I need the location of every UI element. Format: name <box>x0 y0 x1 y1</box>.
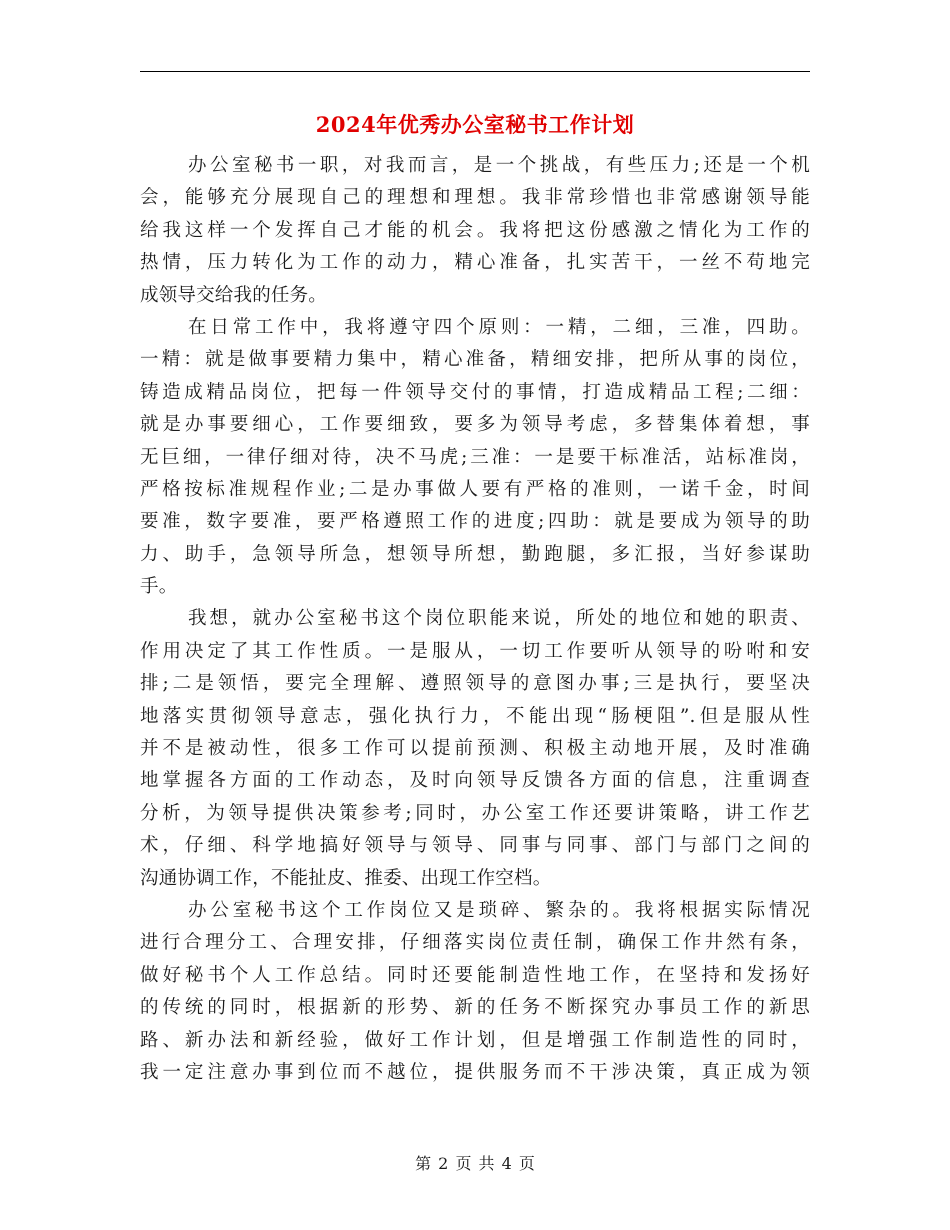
text-line: 分析，为领导提供决策参考;同时，办公室工作还要讲策略，讲工作艺 <box>140 802 810 824</box>
text-line: 手。 <box>140 576 178 598</box>
document-title: 2024年优秀办公室秘书工作计划 <box>315 112 635 137</box>
paragraph <box>140 312 810 604</box>
paragraph <box>140 603 810 895</box>
text-line: 无巨细，一律仔细对待，决不马虎;三准：一是要干标准活，站标准岗， <box>140 446 810 468</box>
text-line: 术，仔细、科学地搞好领导与领导、同事与同事、部门与部门之间的 <box>140 835 810 857</box>
text-line: 给我这样一个发挥自己才能的机会。我将把这份感激之情化为工作的 <box>140 219 810 241</box>
text-line: 严格按标准规程作业;二是办事做人要有严格的准则，一诺千金，时间 <box>140 478 810 500</box>
text-line: 地落实贯彻领导意志，强化执行力，不能出现“肠梗阻”.但是服从性 <box>140 705 810 727</box>
text-line: 沟通协调工作，不能扯皮、推委、出现工作空档。 <box>140 867 552 889</box>
text-line: 并不是被动性，很多工作可以提前预测、积极主动地开展，及时准确 <box>140 738 810 760</box>
text-line: 做好秘书个人工作总结。同时还要能制造性地工作，在坚持和发扬好 <box>140 964 810 986</box>
page-footer: 第 2 页 共 4 页 <box>415 1154 535 1173</box>
text-line: 就是办事要细心，工作要细致，要多为领导考虑，多替集体着想，事 <box>140 414 810 436</box>
text-line: 力、助手，急领导所急，想领导所想，勤跑腿，多汇报，当好参谋助 <box>140 543 810 565</box>
text-line: 的传统的同时，根据新的形势、新的任务不断探究办事员工作的新思 <box>140 997 810 1019</box>
text-line: 办公室秘书这个工作岗位又是琐碎、繁杂的。我将根据实际情况 <box>188 899 810 921</box>
text-line: 一精：就是做事要精力集中，精心准备，精细安排，把所从事的岗位， <box>140 349 810 371</box>
document-body <box>140 150 810 1089</box>
text-line: 进行合理分工、合理安排，仔细落实岗位责任制，确保工作井然有条， <box>140 932 810 954</box>
text-line: 在日常工作中，我将遵守四个原则：一精，二细，三准，四助。 <box>188 316 810 338</box>
text-line: 办公室秘书一职，对我而言，是一个挑战，有些压力;还是一个机 <box>188 155 810 176</box>
text-line: 要准，数字要准，要严格遵照工作的进度;四助：就是要成为领导的助 <box>140 511 810 533</box>
text-line: 路、新办法和新经验，做好工作计划，但是增强工作制造性的同时， <box>140 1029 810 1051</box>
text-line: 我想，就办公室秘书这个岗位职能来说，所处的地位和她的职责、 <box>188 608 810 630</box>
paragraph <box>140 150 810 312</box>
text-line: 铸造成精品岗位，把每一件领导交付的事情，打造成精品工程;二细： <box>140 381 810 403</box>
paragraph <box>140 895 810 1089</box>
text-line: 排;二是领悟，要完全理解、遵照领导的意图办事;三是执行，要坚决 <box>140 673 810 695</box>
text-line: 热情，压力转化为工作的动力，精心准备，扎实苦干，一丝不苟地完 <box>140 252 810 274</box>
text-line: 成领导交给我的任务。 <box>140 284 328 306</box>
text-line: 作用决定了其工作性质。一是服从，一切工作要听从领导的吩咐和安 <box>140 640 810 662</box>
header-rule <box>140 71 810 72</box>
text-line: 地掌握各方面的工作动态，及时向领导反馈各方面的信息，注重调查 <box>140 770 810 792</box>
text-line: 会，能够充分展现自己的理想和理想。我非常珍惜也非常感谢领导能 <box>140 187 810 209</box>
text-line: 我一定注意办事到位而不越位，提供服务而不干涉决策，真正成为领 <box>140 1061 810 1083</box>
